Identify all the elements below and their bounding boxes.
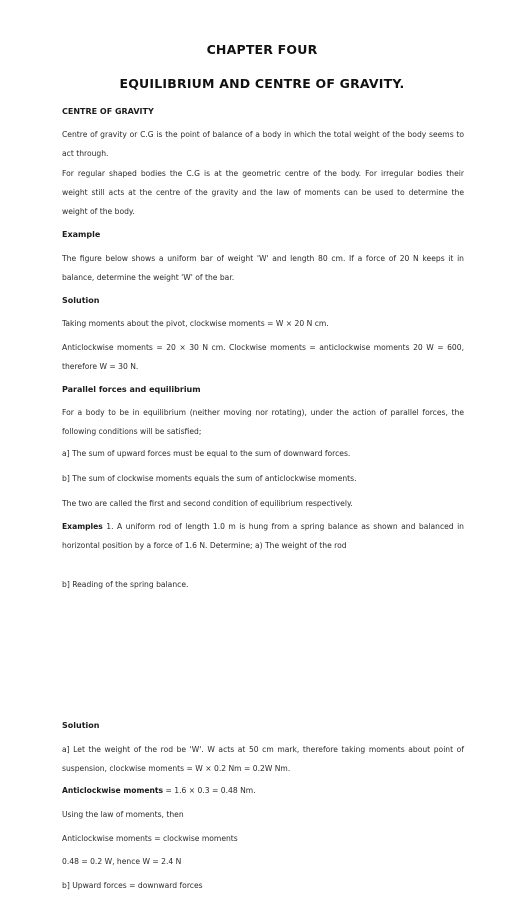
examples-b: b] Reading of the spring balance. bbox=[62, 580, 189, 589]
cg-paragraph-1: Centre of gravity or C.G is the point of balance of a body in which the total weight of the body seems to act through. bbox=[62, 130, 464, 158]
solution-2-part-a: a] Let the weight of the rod be 'W'. W acts at 50 cm mark, therefore taking moments about point of suspension, clockwise moments = W × 0.2 Nm = 0.2W Nm. bbox=[62, 745, 464, 773]
solution-line-2: Anticlockwise moments = 20 × 30 N cm. Clockwise moments = anticlockwise moments 20 W = 600, therefore W = 30 N. bbox=[62, 343, 464, 371]
solution-2-equation: Anticlockwise moments = clockwise moments bbox=[62, 834, 238, 843]
solution-2-anticlockwise bbox=[62, 781, 464, 800]
anticlockwise-label: Anticlockwise moments bbox=[62, 786, 164, 795]
parallel-heading: Parallel forces and equilibrium bbox=[62, 385, 201, 394]
solution-2-result: 0.48 = 0.2 W, hence W = 2.4 N bbox=[62, 857, 182, 866]
parallel-intro: For a body to be in equilibrium (neither moving nor rotating), under the action of parallel forces, the following conditions will be satisfied; bbox=[62, 408, 464, 436]
solution-2-part-b: b] Upward forces = downward forces bbox=[62, 881, 203, 890]
example-text: The figure below shows a uniform bar of weight 'W' and length 80 cm. If a force of 20 N keeps it in balance, determine the weight 'W' of the bar. bbox=[62, 254, 464, 282]
examples-text: 1. A uniform rod of length 1.0 m is hung from a spring balance as shown and balanced in horizontal position by a force of 1.6 N. Determine; a) The weight of the rod bbox=[62, 522, 464, 550]
main-title: EQUILIBRIUM AND CENTRE OF GRAVITY. bbox=[119, 76, 405, 91]
conditions-note: The two are called the first and second condition of equilibrium respectively. bbox=[62, 499, 353, 508]
example-heading: Example bbox=[62, 230, 101, 239]
condition-a: a] The sum of upward forces must be equal to the sum of downward forces. bbox=[62, 449, 351, 458]
examples-paragraph bbox=[62, 517, 464, 555]
chapter-title: CHAPTER FOUR bbox=[206, 42, 318, 57]
solution-heading: Solution bbox=[62, 296, 100, 305]
cg-paragraph-2: For regular shaped bodies the C.G is at the geometric centre of the body. For irregular bodies their weight still acts at the centre of the gravity and the law of moments can be used to determine the weight of the body. bbox=[62, 169, 464, 216]
solution-2-law: Using the law of moments, then bbox=[62, 810, 184, 819]
anticlockwise-value: = 1.6 × 0.3 = 0.48 Nm. bbox=[163, 786, 256, 795]
solution-line-1: Taking moments about the pivot, clockwise moments = W × 20 N cm. bbox=[62, 319, 329, 328]
solution-2-heading: Solution bbox=[62, 721, 100, 730]
cg-heading: CENTRE OF GRAVITY bbox=[62, 107, 154, 116]
examples-label: Examples bbox=[62, 522, 103, 531]
condition-b: b] The sum of clockwise moments equals the sum of anticlockwise moments. bbox=[62, 474, 357, 483]
